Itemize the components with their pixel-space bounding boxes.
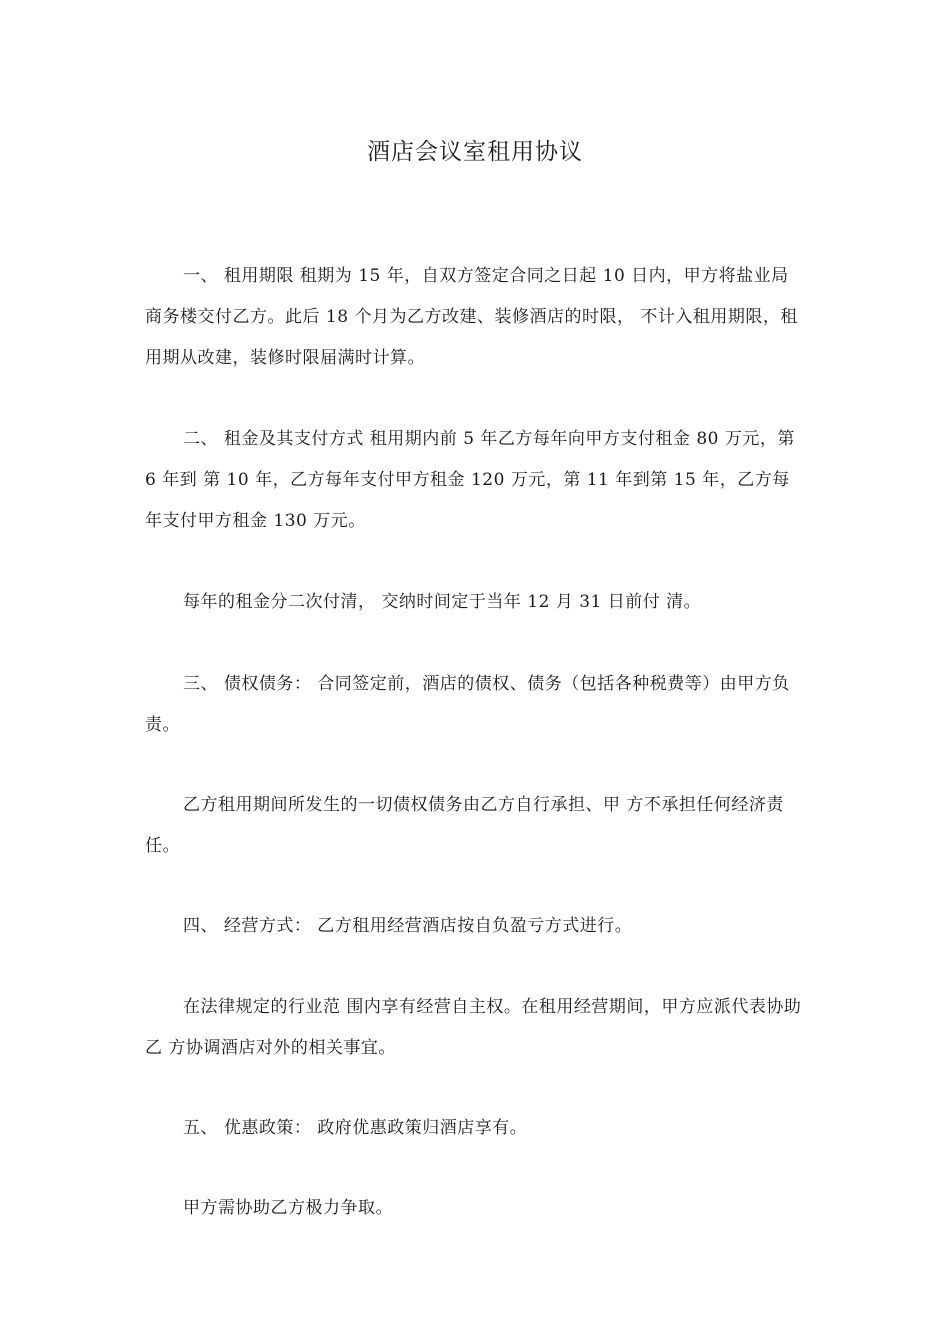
rent-installment-note: 每年的租金分二次付清， 交纳时间定于当年 12 月 31 日前付 清。 — [183, 592, 702, 612]
clause-4-operation-mode: 四、 经营方式： 乙方租用经营酒店按自负盈亏方式进行。 — [183, 916, 633, 936]
clause-5-preferential-policy: 五、 优惠政策： 政府优惠政策归酒店享有。 — [183, 1118, 528, 1138]
document-title: 酒店会议室租用协议 — [367, 139, 583, 165]
clause-3-debts: 三、 债权债务： 合同签定前，酒店的债权、债务（包括各种税费等）由甲方负 责。 — [145, 674, 790, 735]
operation-autonomy-note: 在法律规定的行业范 围内享有经营自主权。在租用经营期间，甲方应派代表协助乙 方协调酒店对外的相关事宜。 — [145, 997, 802, 1058]
clause-2-rent-payment: 二、 租金及其支付方式 租用期内前 5 年乙方每年向甲方支付租金 80 万元，第 6 年到 第 10 年，乙方每年支付甲方租金 120 万元，第 11 年到第 15 年，乙方每年支付甲方租金 130 万元。 — [145, 429, 795, 531]
clause-1-lease-term: 一、 租用期限 租期为 15 年，自双方签定合同之日起 10 日内，甲方将盐业局 商务楼交付乙方。此后 18 个月为乙方改建、装修酒店的时限， 不计入租用期限，租用期从改建，装修时限届满时计算。 — [145, 266, 798, 368]
debts-during-lease-note: 乙方租用期间所发生的一切债权债务由乙方自行承担、甲 方不承担任何经济责任。 — [145, 795, 784, 856]
policy-assistance-note: 甲方需协助乙方极力争取。 — [183, 1198, 393, 1218]
